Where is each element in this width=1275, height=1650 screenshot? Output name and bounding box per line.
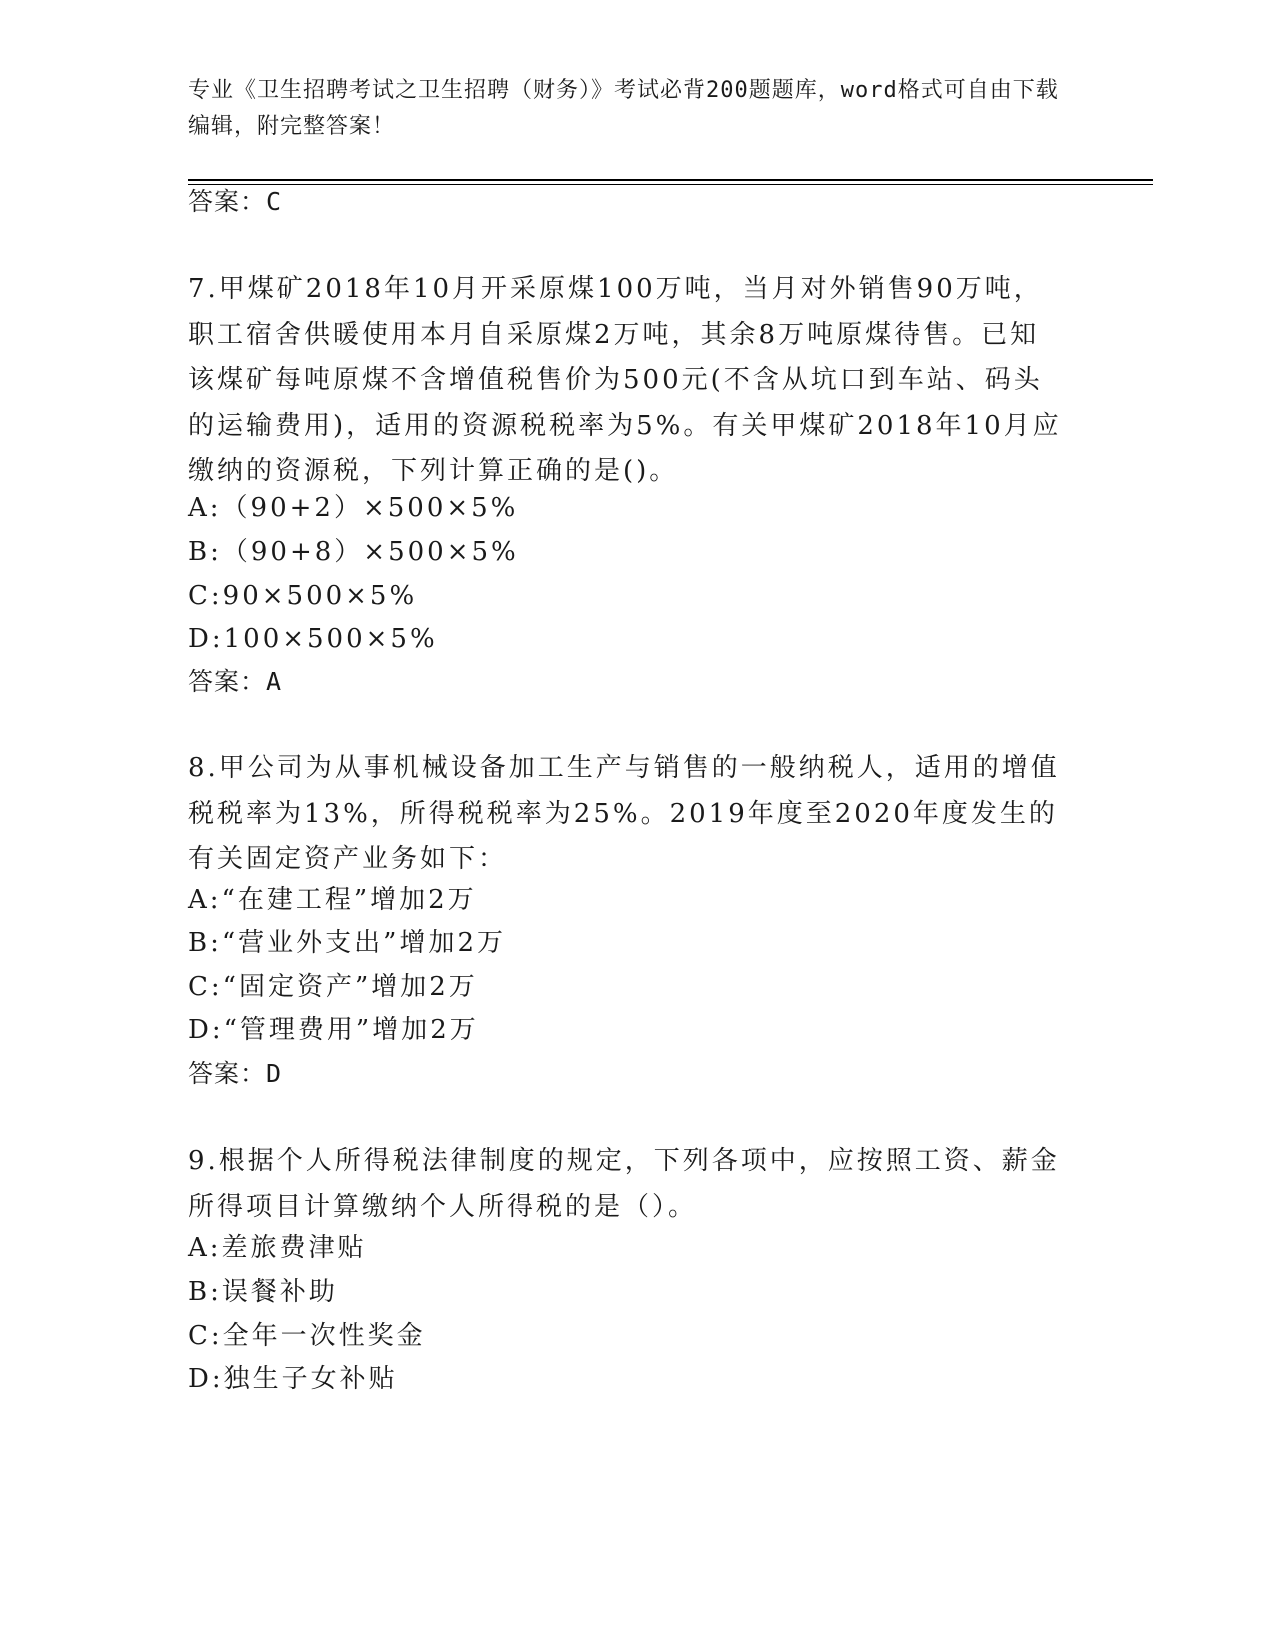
answer-8: 答案：D [188,1059,283,1088]
answer-7: 答案：A [188,667,283,696]
question-7-option-b: B:（90+8）×500×5% [188,537,519,567]
question-8-text: 8.甲公司为从事机械设备加工生产与销售的一般纳税人，适用的增值税税率为13%，所得税税率为25%。2019年度至2020年度发生的有关固定资产业务如下： [188,753,1060,874]
question-9-option-a: A:差旅费津贴 [188,1233,367,1263]
question-9-option-c: C:全年一次性奖金 [188,1321,426,1351]
header-divider-thick [188,179,1153,181]
question-8-option-c: C:“固定资产”增加2万 [188,972,478,1002]
question-7-text: 7.甲煤矿2018年10月开采原煤100万吨，当月对外销售90万吨，职工宿舍供暖使用本月自采原煤2万吨，其余8万吨原煤待售。已知该煤矿每吨原煤不含增值税售价为500元(不含从坑口到车站、码头的运输费用)，适用的资源税税率为5%。有关甲煤矿2018年10月应缴纳的资源税，下列计算正确的是()。 [188,274,1062,486]
question-7-option-a: A:（90+2）×500×5% [188,493,519,523]
question-8-option-a: A:“在建工程”增加2万 [188,885,477,915]
question-7-option-d: D:100×500×5% [188,624,438,654]
question-9-text: 9.根据个人所得税法律制度的规定，下列各项中，应按照工资、薪金所得项目计算缴纳个人所得税的是（）。 [188,1146,1060,1222]
question-9-option-d: D:独生子女补贴 [188,1364,398,1394]
question-8-option-b: B:“营业外支出”增加2万 [188,928,506,958]
question-7-option-c: C:90×500×5% [188,581,418,611]
answer-6: 答案：C [188,187,283,216]
document-header: 专业《卫生招聘考试之卫生招聘（财务）》考试必背200题题库，word格式可自由下载编辑，附完整答案！ [188,78,1059,139]
question-8-option-d: D:“管理费用”增加2万 [188,1015,479,1045]
question-9-option-b: B:误餐补助 [188,1277,338,1307]
header-divider-thin [188,184,1153,185]
